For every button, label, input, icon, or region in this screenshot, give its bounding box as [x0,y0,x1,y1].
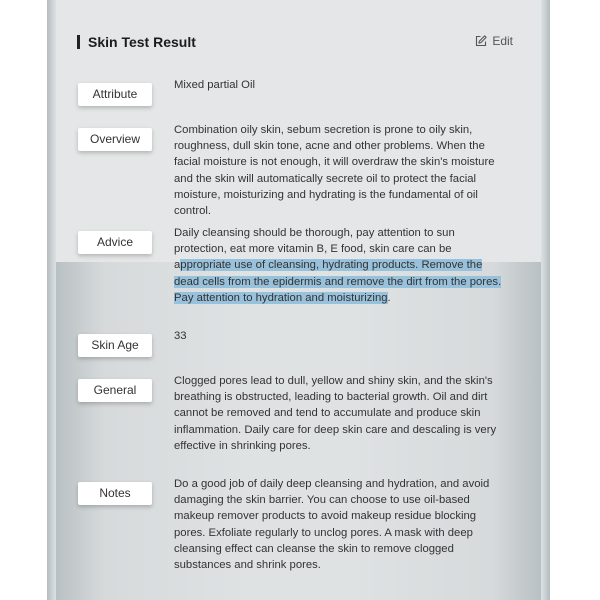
edit-label: Edit [492,34,513,48]
advice-text-plain: Daily cleansing should be thorough, pay attention to sun protection, eat more vitamin B, E food, skin care can be a [174,227,455,272]
skin-test-result-card [56,0,541,600]
advice-text-end: . [387,291,391,304]
label-notes: Notes [78,482,152,505]
label-general: General [78,379,152,402]
title-accent-bar [77,35,80,49]
value-overview: Combination oily skin, sebum secretion is prone to oily skin, roughness, dull skin tone, acne and other problems. When the facial moisture is not enough, it will overdraw the skin's moisture and the skin will automatically secrete oil to protect the facial moisture, moisturizing and hydrating is the fundamental of oil control. [174,124,495,218]
label-skin-age: Skin Age [78,334,152,357]
value-notes: Do a good job of daily deep cleansing and hydration, and avoid damaging the skin barrier. You can choose to use oil-based makeup remover products to avoid makeup residue blocking pores. Exfoliate regularly to unclog pores. A mask with deep cleansing effect can cleanse the skin to remove clogged substances and shrink pores. [174,478,490,572]
value-skin-age: 33 [174,330,187,342]
label-attribute: Attribute [78,83,152,106]
value-advice[interactable] [174,225,506,306]
value-attribute: Mixed partial Oil [174,79,255,91]
advice-text-selected: ppropriate use of cleansing, hydrating products. Remove the dead cells from the epidermis and remove the dirt from the pores. Pay attention to hydration and moisturizing [174,259,502,304]
label-overview: Overview [78,128,152,151]
value-general: Clogged pores lead to dull, yellow and shiny skin, and the skin's breathing is obstructed, leading to bacterial growth. Oil and dirt cannot be removed and tend to accumulate and produce skin inflammation. Daily care for deep skin care and descaling is very effective in shrinking pores. [174,375,497,452]
edit-icon [475,35,487,47]
edit-button[interactable] [475,34,513,48]
label-advice: Advice [78,231,152,254]
page-title: Skin Test Result [88,34,196,50]
card-header [77,33,196,51]
